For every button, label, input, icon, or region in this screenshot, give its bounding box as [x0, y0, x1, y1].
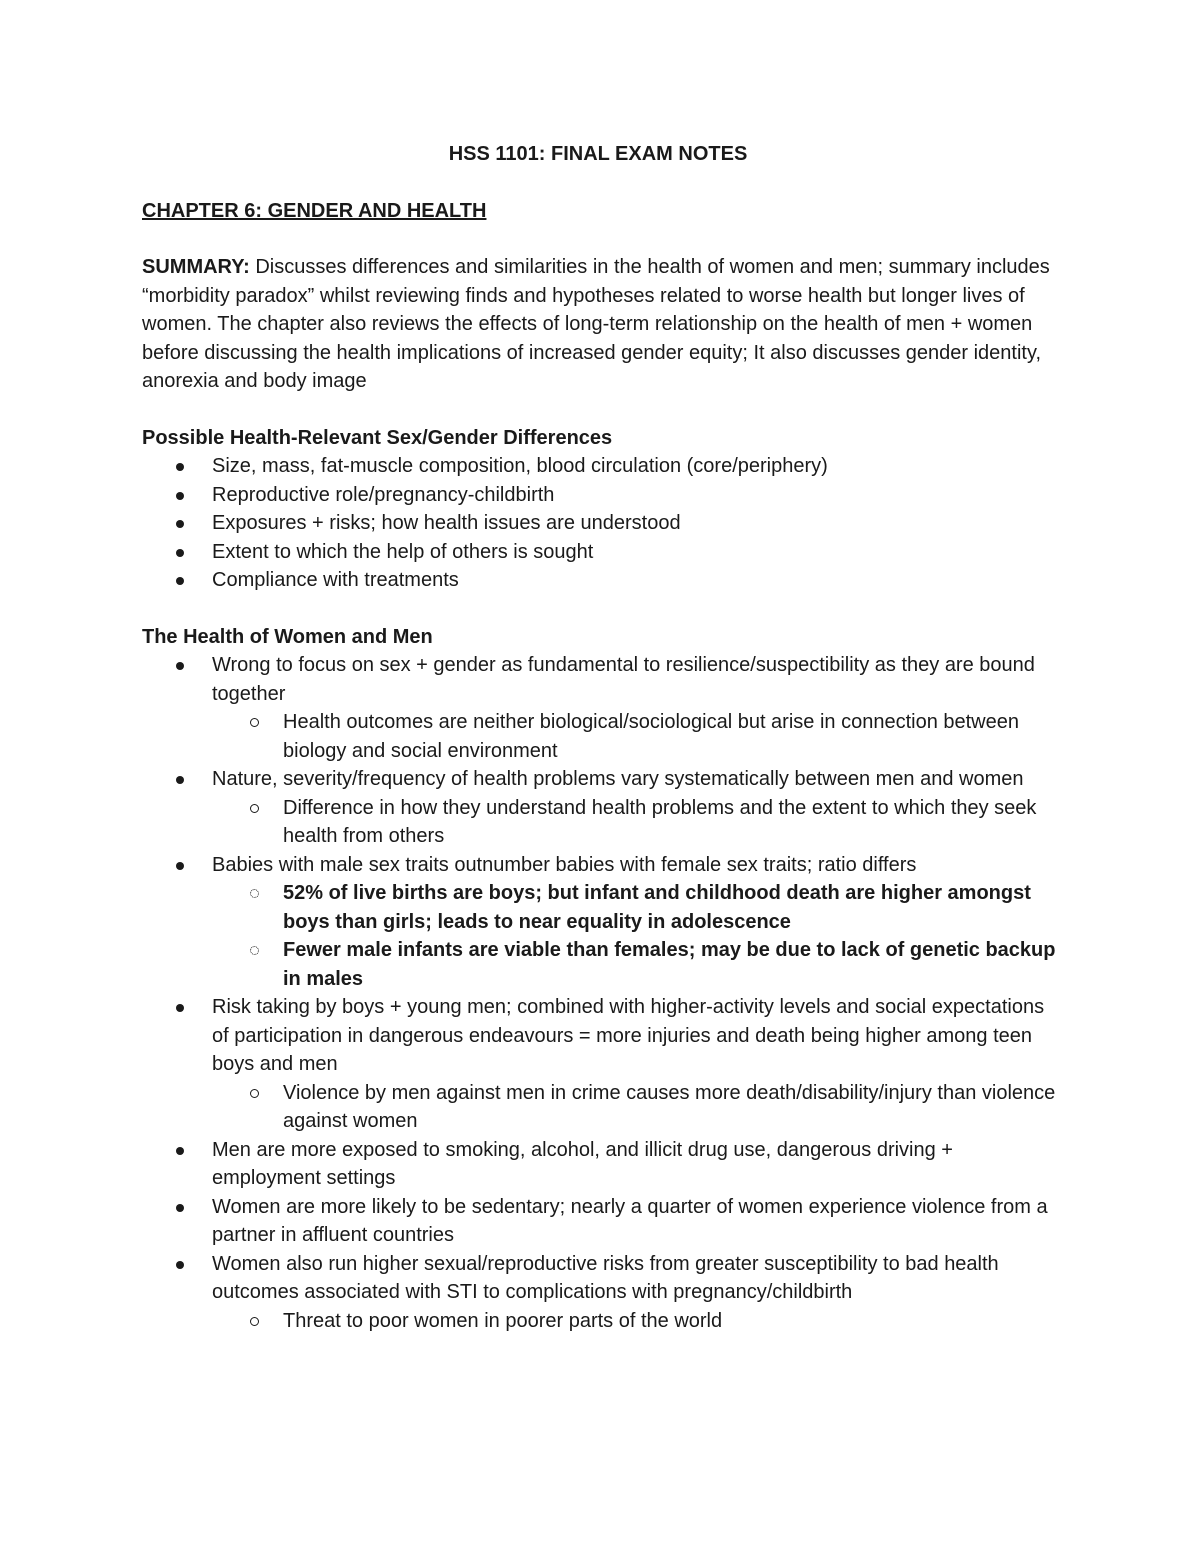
sub-list-item-text: Difference in how they understand health problems and the extent to which they seek health from others [283, 796, 1037, 847]
list-item [142, 481, 1062, 510]
list-item-text: Exposures + risks; how health issues are understood [212, 512, 681, 534]
bullet-icon [176, 463, 184, 471]
list-item-text: Size, mass, fat-muscle composition, blood circulation (core/periphery) [212, 455, 828, 477]
sub-list-item [212, 879, 1062, 936]
list-item [142, 1193, 1062, 1250]
bullet-icon [176, 520, 184, 528]
section-heading-differences: Possible Health-Relevant Sex/Gender Differences [142, 426, 613, 449]
sub-list-item [212, 1307, 1062, 1336]
dotted-bullet-icon [250, 946, 259, 955]
list-item-text: Risk taking by boys + young men; combined with higher-activity levels and social expectations of participation in dangerous endeavours = more injuries and death being higher among teen boys and men [212, 996, 1045, 1075]
sub-list [212, 708, 1062, 765]
sub-list-item-text: Fewer male infants are viable than females; may be due to lack of genetic backup in males [283, 939, 1056, 990]
sub-list [212, 794, 1062, 851]
chapter-heading: CHAPTER 6: GENDER AND HEALTH [142, 199, 487, 222]
sub-list-item-text: Threat to poor women in poorer parts of the world [283, 1309, 723, 1332]
list-item [142, 651, 1062, 765]
sub-list [212, 1079, 1062, 1136]
health-list [142, 651, 1062, 1335]
bullet-icon [176, 1147, 184, 1155]
list-item-text: Extent to which the help of others is sought [212, 540, 594, 563]
list-item-text: Babies with male sex traits outnumber babies with female sex traits; ratio differs [212, 853, 917, 876]
document-page [142, 140, 1062, 1363]
list-item [142, 765, 1062, 851]
hollow-bullet-icon [250, 1089, 259, 1098]
list-item-text: Reproductive role/pregnancy-childbirth [212, 483, 555, 506]
list-item [142, 851, 1062, 994]
sub-list [212, 879, 1062, 993]
differences-list [142, 452, 1062, 595]
hollow-bullet-icon [250, 718, 259, 727]
list-item-text: Women also run higher sexual/reproductive risks from greater susceptibility to bad health outcomes associated with STI to complications with pregnancy/childbirth [212, 1252, 999, 1303]
sub-list-item [212, 708, 1062, 765]
sub-list-item-text: 52% of live births are boys; but infant and childhood death are higher amongst boys than girls; leads to near equality in adolescence [283, 882, 1031, 933]
bullet-icon [176, 549, 184, 557]
list-item-text: Wrong to focus on sex + gender as fundamental to resilience/suspectibility as they are bound together [212, 654, 1035, 705]
hollow-bullet-icon [250, 804, 259, 813]
list-item-text: Nature, severity/frequency of health problems vary systematically between men and women [212, 768, 1024, 790]
list-item [142, 1250, 1062, 1336]
bullet-icon [176, 1004, 184, 1012]
list-item [142, 993, 1062, 1136]
hollow-bullet-icon [250, 1317, 259, 1326]
list-item-text: Women are more likely to be sedentary; nearly a quarter of women experience violence from a partner in affluent countries [212, 1195, 1048, 1246]
bullet-icon [176, 1204, 184, 1212]
sub-list-item [212, 794, 1062, 851]
section-heading-health: The Health of Women and Men [142, 625, 433, 648]
summary-paragraph [142, 253, 1062, 396]
sub-list-item-text: Violence by men against men in crime causes more death/disability/injury than violence against women [283, 1081, 1056, 1132]
sub-list-item [212, 936, 1062, 993]
sub-list [212, 1307, 1062, 1336]
list-item-text: Compliance with treatments [212, 569, 459, 591]
dotted-bullet-icon [250, 889, 259, 898]
list-item [142, 509, 1062, 538]
summary-text: Discusses differences and similarities in the health of women and men; summary includes “morbidity paradox” whilst reviewing finds and hypotheses related to worse health but longer lives of women. The chapter also reviews the effects of long-term relationship on the health of men + women before discussing the health implications of increased gender equity; It also discusses gender identity, anorexia and body image [142, 256, 1050, 392]
bullet-icon [176, 492, 184, 500]
summary-label: SUMMARY: [142, 256, 250, 278]
bullet-icon [176, 1261, 184, 1269]
list-item-text: Men are more exposed to smoking, alcohol, and illicit drug use, dangerous driving + employment settings [212, 1138, 953, 1189]
list-item [142, 1136, 1062, 1193]
sub-list-item [212, 1079, 1062, 1136]
bullet-icon [176, 776, 184, 784]
list-item [142, 452, 1062, 481]
bullet-icon [176, 862, 184, 870]
sub-list-item-text: Health outcomes are neither biological/sociological but arise in connection between biology and social environment [283, 711, 1019, 762]
bullet-icon [176, 662, 184, 670]
list-item [142, 566, 1062, 595]
bullet-icon [176, 577, 184, 585]
document-title: HSS 1101: FINAL EXAM NOTES [448, 143, 748, 165]
list-item [142, 538, 1062, 567]
